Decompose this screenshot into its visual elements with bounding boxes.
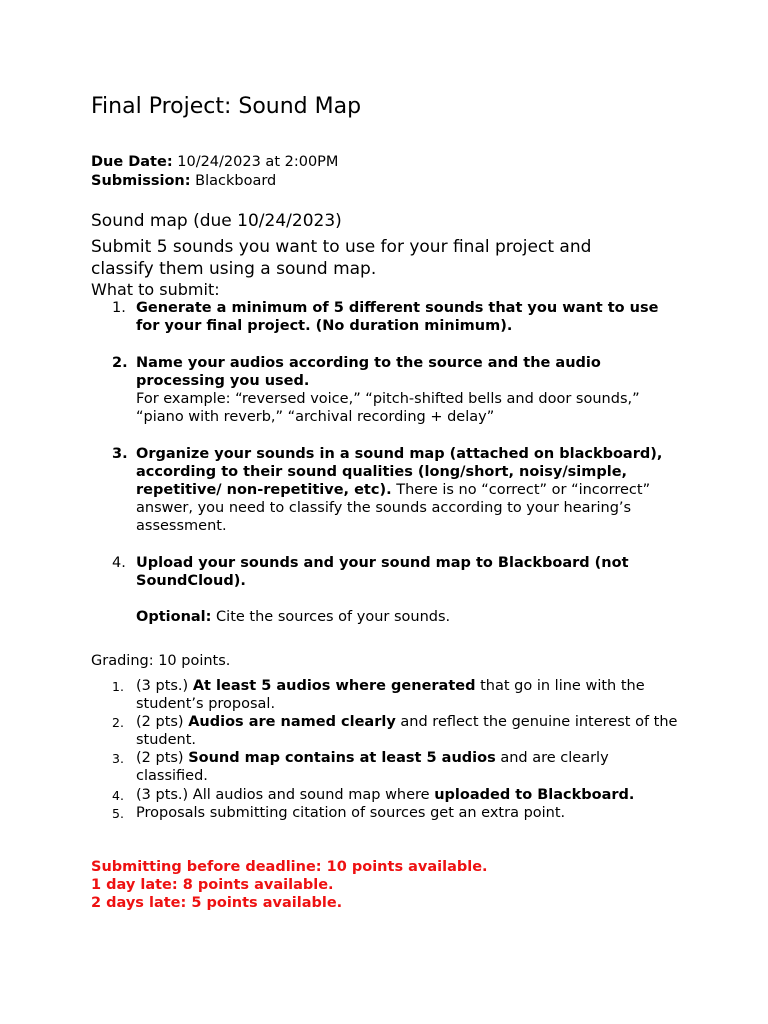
grading-text: (3 pts.) bbox=[136, 678, 193, 694]
late-policy bbox=[91, 858, 488, 913]
list-number: 4. bbox=[112, 787, 124, 803]
submission-label: Submission: bbox=[91, 173, 191, 189]
grading-text: Proposals submitting citation of sources get an extra point. bbox=[136, 804, 566, 821]
list-number: 3. bbox=[112, 445, 128, 462]
list-item bbox=[91, 445, 681, 536]
optional-label: Optional: bbox=[136, 609, 212, 626]
list-item bbox=[91, 354, 681, 427]
list-number: 2. bbox=[112, 715, 124, 731]
list-item bbox=[91, 299, 681, 335]
step-bold-text: Generate a minimum of 5 different sounds that you want to use for your final project. (No duration minimum). bbox=[136, 300, 659, 335]
grading-bold-text: At least 5 audios where generated bbox=[192, 678, 476, 694]
due-date-label: Due Date: bbox=[91, 154, 173, 170]
list-number: 3. bbox=[112, 751, 124, 767]
list-number: 1. bbox=[112, 300, 126, 316]
what-to-submit-label: What to submit: bbox=[91, 280, 220, 299]
list-number: 5. bbox=[112, 805, 124, 821]
optional-note bbox=[91, 608, 681, 626]
grading-bold-text: Audios are named clearly bbox=[188, 714, 396, 731]
grading-list bbox=[91, 677, 681, 822]
grading-text: and reflect the genuine interest of the student. bbox=[136, 714, 678, 749]
step-text: There is no “correct” or “incorrect” answer, you need to classify the sounds according to your hearing’s assessment. bbox=[136, 482, 651, 535]
grading-bold-text: Sound map contains at least 5 audios bbox=[188, 750, 496, 767]
step-bold-text: Upload your sounds and your sound map to Blackboard (not SoundCloud). bbox=[136, 554, 629, 589]
submission-line bbox=[91, 172, 276, 191]
due-date-value: 10/24/2023 at 2:00PM bbox=[177, 154, 339, 170]
list-item bbox=[91, 554, 681, 590]
deadline-line: Submitting before deadline: 10 points available. bbox=[91, 859, 488, 875]
grading-text: that go in line with the student’s proposal. bbox=[136, 678, 645, 713]
page-title: Final Project: Sound Map bbox=[91, 94, 362, 119]
list-number: 1. bbox=[112, 679, 124, 694]
list-item bbox=[91, 786, 681, 804]
grading-text: (2 pts) bbox=[136, 714, 189, 731]
list-number: 4. bbox=[112, 554, 126, 571]
optional-text: Cite the sources of your sounds. bbox=[211, 609, 451, 626]
deadline-line: 2 days late: 5 points available. bbox=[91, 895, 343, 912]
submission-steps-list bbox=[91, 299, 681, 626]
list-item bbox=[91, 749, 681, 785]
step-bold-text: Name your audios according to the source and the audio processing you used. bbox=[136, 354, 601, 389]
grading-text: (3 pts.) All audios and sound map where bbox=[136, 786, 435, 803]
grading-title: Grading: 10 points. bbox=[91, 653, 231, 669]
section-heading: Sound map (due 10/24/2023) bbox=[91, 211, 342, 231]
step-text: For example: “reversed voice,” “pitch-shifted bells and door sounds,” “piano with reverb,” “archival recording + delay” bbox=[136, 391, 640, 426]
list-number: 2. bbox=[112, 354, 128, 371]
list-item bbox=[91, 677, 681, 713]
intro-text: Submit 5 sounds you want to use for your final project and classify them using a sound map. bbox=[91, 237, 592, 279]
submission-value: Blackboard bbox=[195, 173, 277, 189]
step-bold-text: Organize your sounds in a sound map (attached on blackboard), according to their sound qualities (long/short, noisy/simple, repetitive/ non-repetitive, etc). bbox=[136, 445, 663, 498]
grading-bold-text: uploaded to Blackboard. bbox=[434, 786, 635, 803]
grading-text: and are clearly classified. bbox=[136, 750, 609, 785]
list-item bbox=[91, 713, 681, 749]
grading-text: (2 pts) bbox=[136, 750, 189, 767]
list-item bbox=[91, 804, 681, 822]
due-date-line bbox=[91, 153, 338, 172]
deadline-line: 1 day late: 8 points available. bbox=[91, 877, 334, 894]
